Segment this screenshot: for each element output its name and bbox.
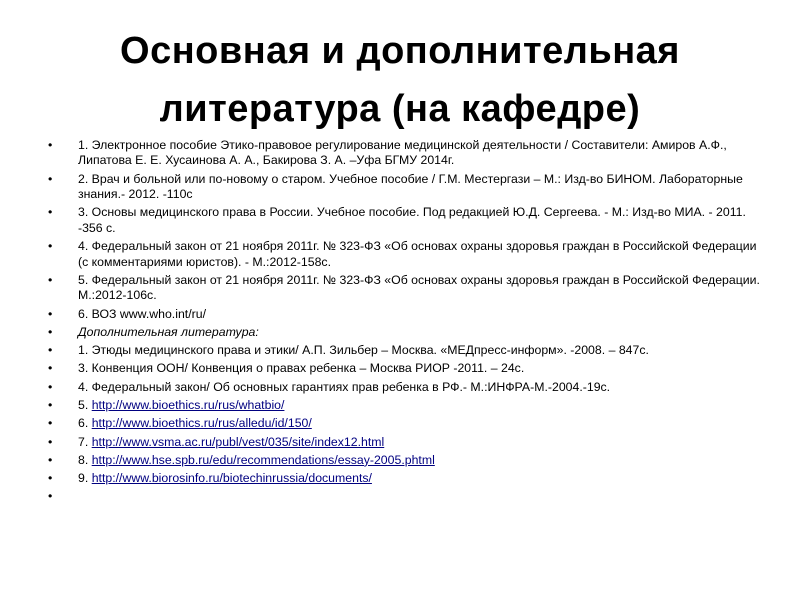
list-item [48,343,768,358]
list-item [48,307,768,322]
literature-list [48,138,768,504]
list-item-text: 5. Федеральный закон от 21 ноября 2011г. № 323-ФЗ «Об основах охраны здоровья граждан в Российской Федерации. М.:2012-106с. [78,272,760,303]
title-line-2: литература (на кафедре) [159,88,641,130]
link-vsma[interactable]: http://www.vsma.ac.ru/publ/vest/035/site/index12.html [91,434,385,449]
link-bioethics-whatbio[interactable]: http://www.bioethics.ru/rus/whatbio/ [91,398,285,412]
list-item-number: 5. [78,398,92,412]
bullet-icon: • [48,306,53,321]
bullet-icon: • [48,398,53,412]
list-item [48,325,768,340]
list-item [48,471,768,486]
list-item [48,398,768,413]
bullet-icon: • [48,379,53,394]
list-item [48,172,768,203]
bullet-icon: • [48,324,53,339]
bullet-icon: • [48,434,53,449]
link-bioethics-alledu[interactable]: http://www.bioethics.ru/rus/alledu/id/150/ [91,416,312,431]
title-line-1: Основная и дополнительная [120,30,680,72]
bullet-icon: • [48,171,53,186]
bullet-icon: • [48,239,53,254]
list-item-text: 3. Конвенция ООН/ Конвенция о правах ребенка – Москва РИОР -2011. – 24с. [78,361,525,376]
section-heading-additional: Дополнительная литература: [78,324,259,339]
list-item-text: 2. Врач и больной или по-новому о старом. Учебное пособие / Г.М. Местергази – М.: Изд-во БИНОМ. Лабораторные знания.- 2012. -110с [78,171,743,202]
list-item-text: 6. ВОЗ www.who.int/ru/ [78,306,206,321]
list-item-number: 7. [78,434,92,449]
list-item-text: 1. Электронное пособие Этико-правовое регулирование медицинской деятельности / Составители: Амиров А.Ф., Липатова Е. Е. Хусаинова А. А., Бакирова З. А. –Уфа БГМУ 2014г. [78,138,727,168]
list-item [48,416,768,431]
list-item [48,380,768,395]
bullet-icon: • [48,471,53,486]
bullet-icon: • [48,205,53,220]
bullet-icon: • [48,452,53,467]
bullet-icon: • [48,489,53,504]
list-item [48,138,768,169]
bullet-icon: • [48,343,53,358]
list-item [48,239,768,270]
list-item-number: 9. [78,471,92,486]
bullet-icon: • [48,272,53,287]
bullet-icon: • [48,416,53,431]
list-item-number: 6. [78,416,92,431]
list-item [48,361,768,376]
list-item [48,273,768,304]
list-item [48,205,768,236]
list-item [48,435,768,450]
list-item-text: 1. Этюды медицинского права и этики/ А.П. Зильбер – Москва. «МЕДпресс-информ». -2008. – 847с. [78,343,649,358]
list-item [48,453,768,468]
list-item-number: 8. [78,452,92,467]
list-item-text: 4. Федеральный закон/ Об основных гарантиях прав ребенка в РФ.- М.:ИНФРА-М.-2004.-19с. [78,379,611,394]
link-biorosinfo[interactable]: http://www.biorosinfo.ru/biotechinrussia/documents/ [91,471,372,486]
link-hse[interactable]: http://www.hse.spb.ru/edu/recommendations/essay-2005.phtml [91,452,435,467]
bullet-icon: • [48,361,53,376]
bullet-icon: • [48,138,53,152]
list-item-text: 4. Федеральный закон от 21 ноября 2011г. № 323-ФЗ «Об основах охраны здоровья граждан в Российской Федерации (с комментариями юристов). - М.:2012-158с. [78,239,757,269]
list-item-text: 3. Основы медицинского права в России. Учебное пособие. Под редакцией Ю.Д. Сергеева. - М.: Изд-во МИА. - 2011. -356 с. [78,205,746,235]
page-title [40,22,760,138]
